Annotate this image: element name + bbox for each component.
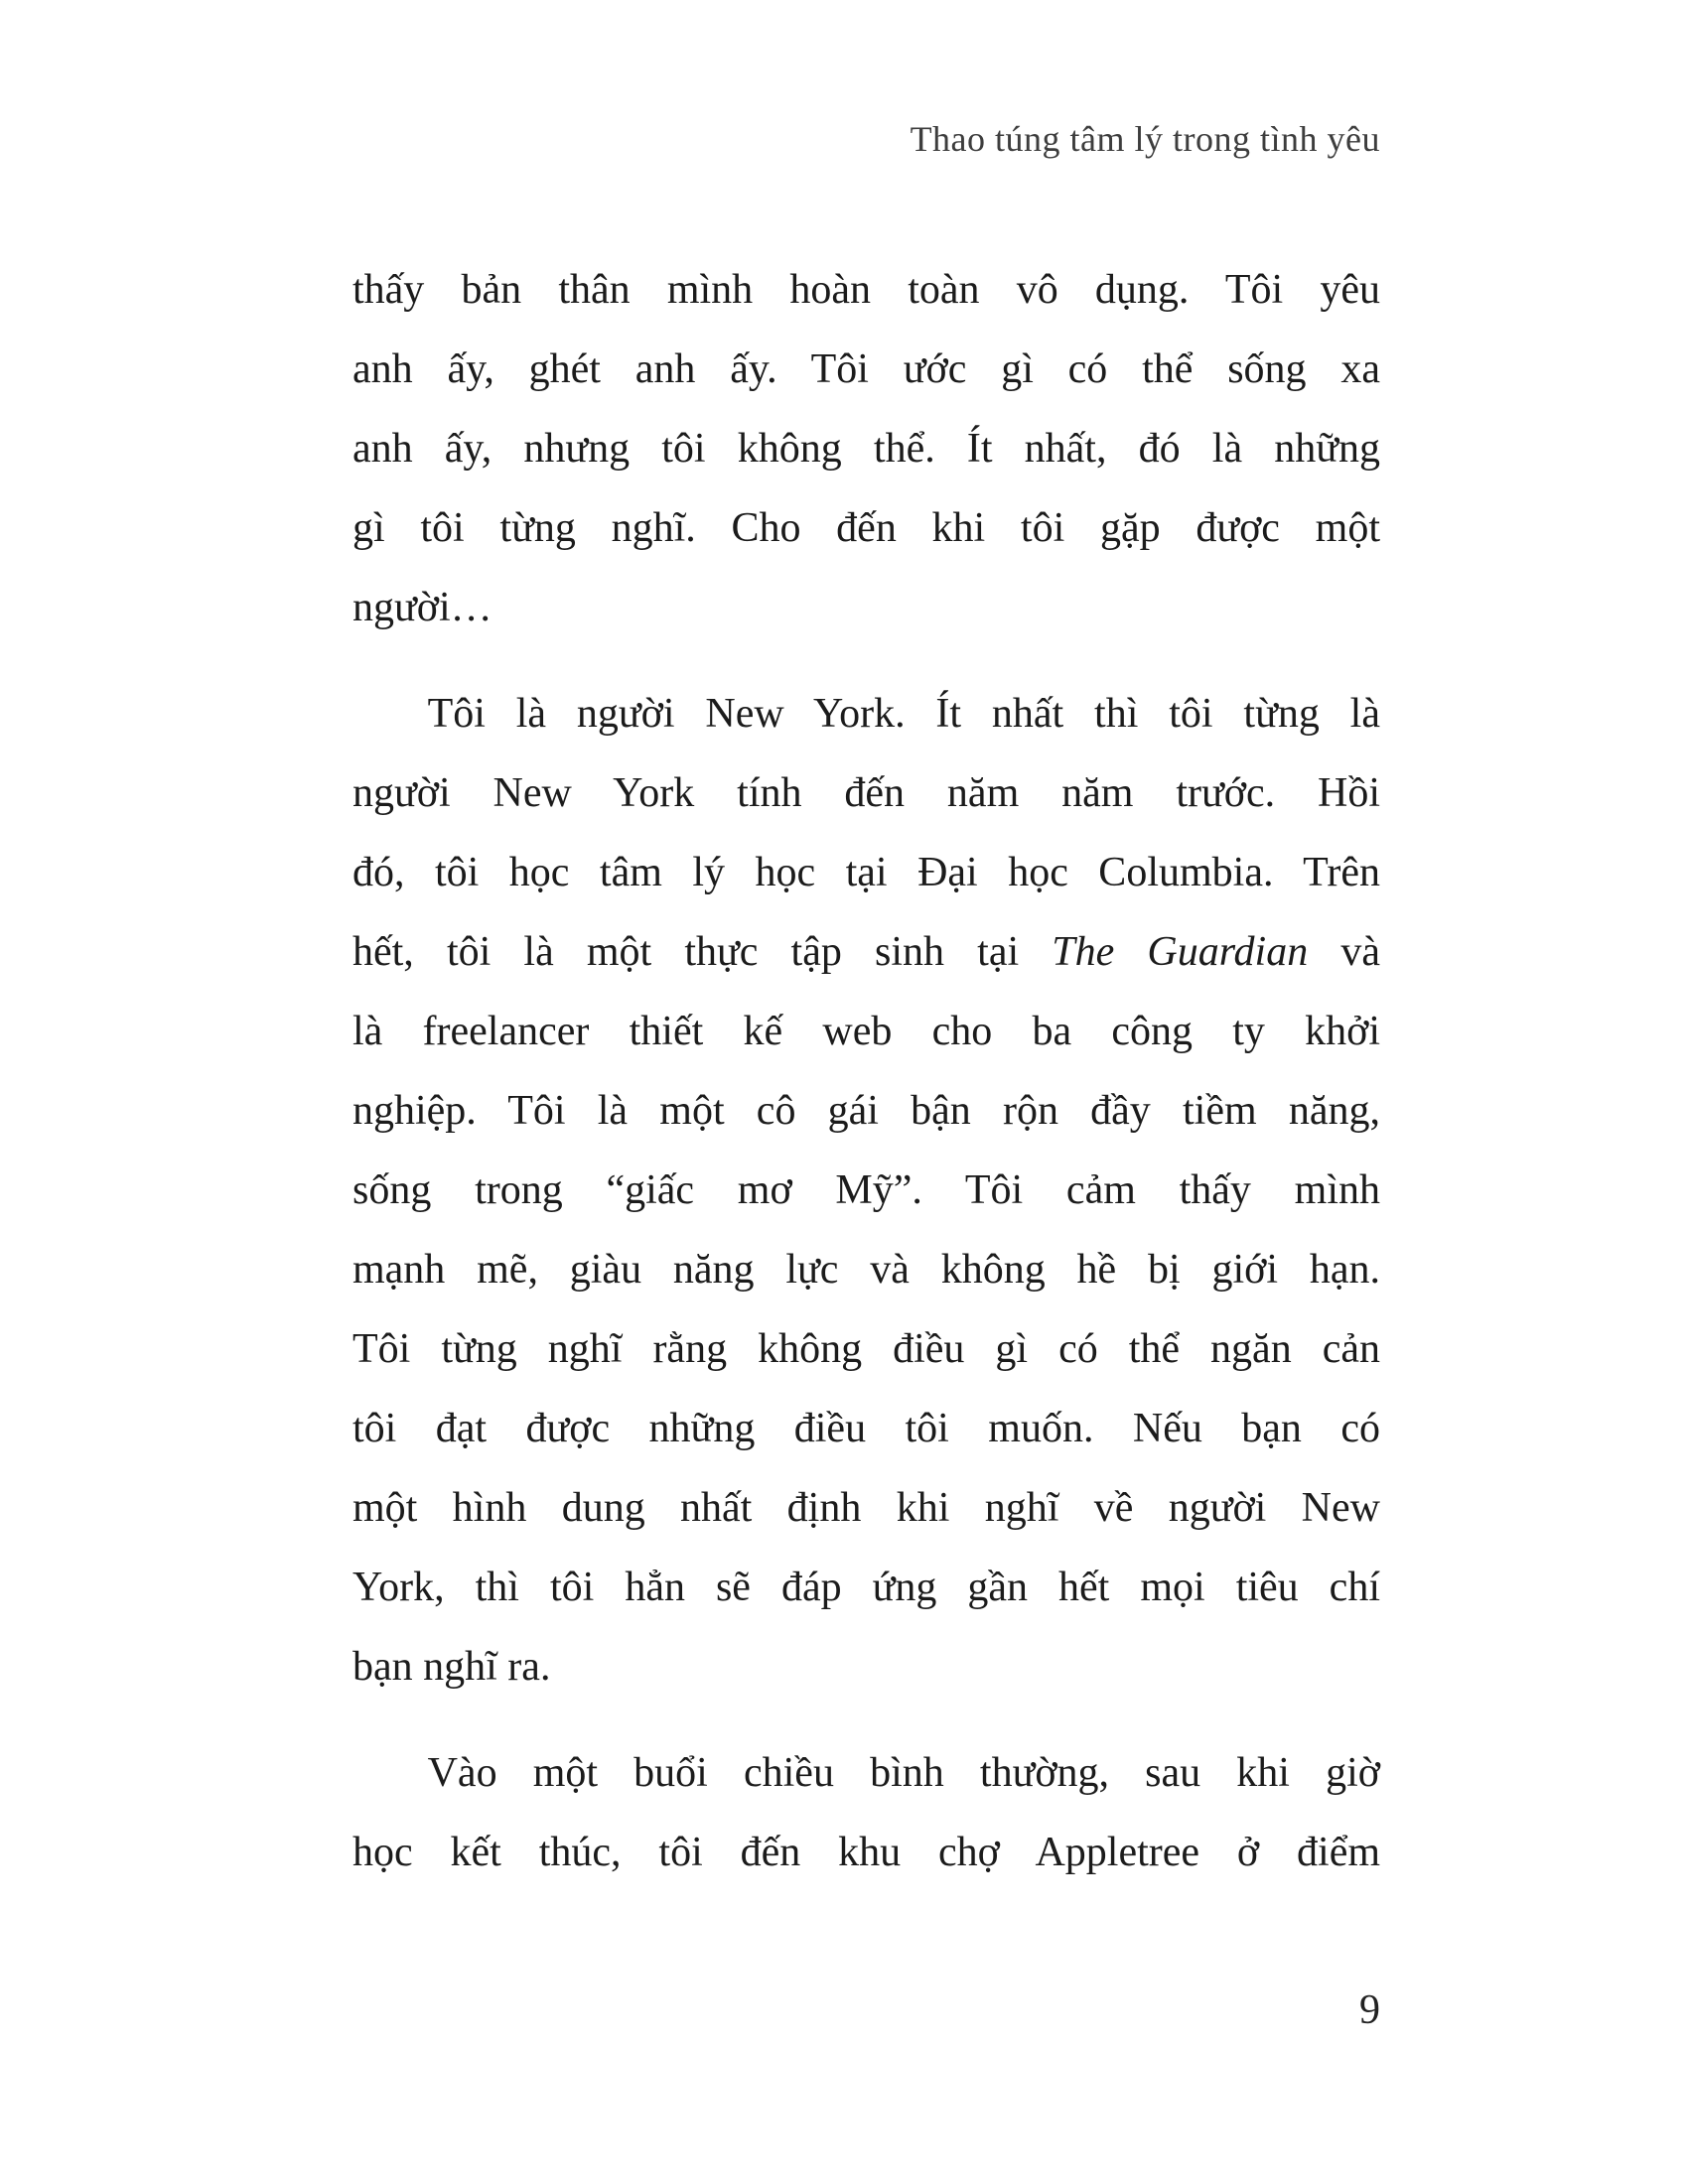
text-segment: gì tôi từng nghĩ. Cho đến khi tôi gặp được một — [352, 505, 1380, 551]
paragraph — [352, 674, 1380, 1706]
text-segment: Tôi là người New York. Ít nhất thì tôi từng là — [427, 691, 1380, 737]
text-segment: một hình dung nhất định khi nghĩ về người New — [352, 1485, 1380, 1531]
text-segment: York, thì tôi hẳn sẽ đáp ứng gần hết mọi tiêu chí — [352, 1565, 1380, 1610]
text-segment: tôi đạt được những điều tôi muốn. Nếu bạn có — [352, 1406, 1380, 1451]
text-segment: là freelancer thiết kế web cho ba công ty khởi — [352, 1009, 1380, 1054]
italic-text-segment: The Guardian — [1052, 929, 1309, 975]
running-header: Thao túng tâm lý trong tình yêu — [910, 119, 1380, 159]
text-segment: thấy bản thân mình hoàn toàn vô dụng. Tôi yêu — [352, 267, 1380, 313]
page-number: 9 — [1359, 1987, 1380, 2033]
text-line — [352, 1548, 1380, 1627]
text-segment: Tôi từng nghĩ rằng không điều gì có thể ngăn cản — [352, 1326, 1380, 1372]
text-segment: người New York tính đến năm năm trước. Hồi — [352, 770, 1380, 816]
text-line — [352, 1468, 1380, 1548]
text-segment: và — [1308, 929, 1380, 975]
text-line — [352, 330, 1380, 409]
text-segment: học kết thúc, tôi đến khu chợ Appletree ở điểm — [352, 1830, 1380, 1875]
text-line — [352, 250, 1380, 330]
text-segment: anh ấy, nhưng tôi không thể. Ít nhất, đó là những — [352, 426, 1380, 472]
text-line — [352, 1733, 1380, 1813]
text-line — [352, 1389, 1380, 1468]
text-segment: đó, tôi học tâm lý học tại Đại học Columbia. Trên — [352, 850, 1380, 895]
text-segment: người… — [352, 585, 492, 630]
text-segment: Vào một buổi chiều bình thường, sau khi giờ — [427, 1750, 1380, 1796]
text-line — [352, 674, 1380, 753]
text-segment: hết, tôi là một thực tập sinh tại — [352, 929, 1053, 975]
text-line — [352, 912, 1380, 992]
text-line — [352, 1230, 1380, 1309]
text-line — [352, 488, 1380, 568]
text-line — [352, 992, 1380, 1071]
text-line — [352, 1309, 1380, 1389]
text-line — [352, 833, 1380, 912]
text-line — [352, 1071, 1380, 1151]
text-segment: nghiệp. Tôi là một cô gái bận rộn đầy tiềm năng, — [352, 1088, 1380, 1134]
text-segment: bạn nghĩ ra. — [352, 1644, 551, 1690]
text-line — [352, 1813, 1380, 1892]
paragraph — [352, 1733, 1380, 1892]
text-line — [352, 753, 1380, 833]
text-line — [352, 568, 1380, 647]
text-segment: anh ấy, ghét anh ấy. Tôi ước gì có thể sống xa — [352, 346, 1380, 392]
text-segment: sống trong “giấc mơ Mỹ”. Tôi cảm thấy mình — [352, 1167, 1380, 1213]
text-line — [352, 1627, 1380, 1706]
paragraph — [352, 250, 1380, 647]
text-line — [352, 1151, 1380, 1230]
text-line — [352, 409, 1380, 488]
text-body — [352, 250, 1380, 1892]
text-segment: mạnh mẽ, giàu năng lực và không hề bị giới hạn. — [352, 1247, 1380, 1293]
